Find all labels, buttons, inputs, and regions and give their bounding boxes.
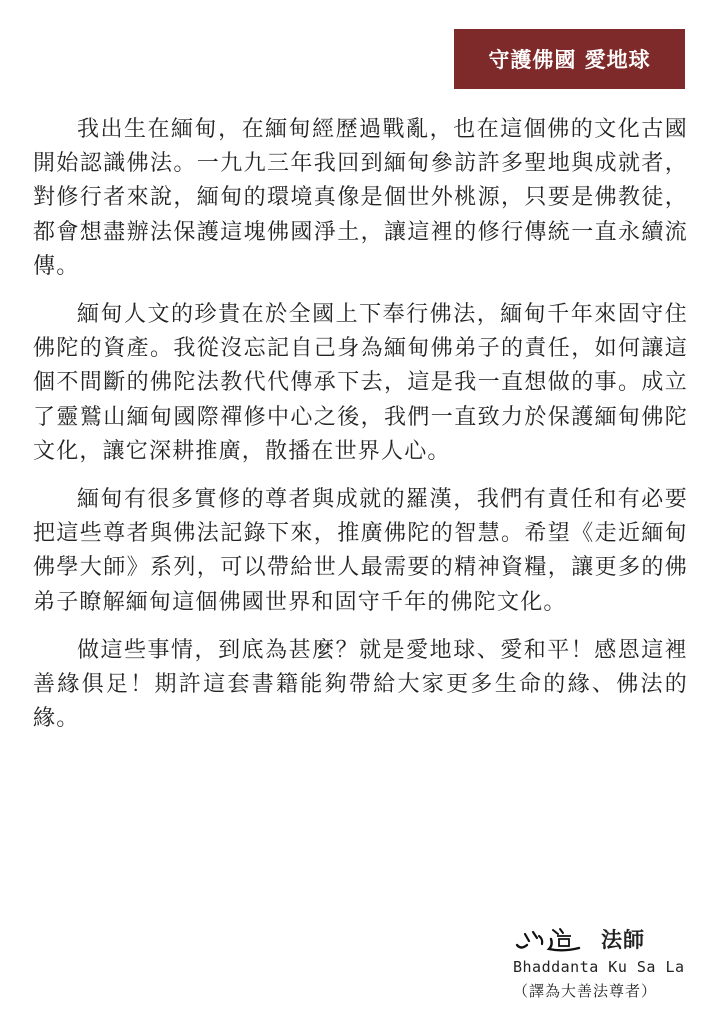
signature-block [513, 925, 703, 1001]
article-body [33, 113, 688, 750]
paragraph-1: 我出生在緬甸，在緬甸經歷過戰亂，也在這個佛的文化古國開始認識佛法。一九九三年我回到緬甸參訪許多聖地與成就者，對修行者來說，緬甸的環境真像是個世外桃源，只要是佛教徒，都會想盡辦法保護這塊佛國淨土，讓這裡的修行傳統一直永續流傳。 [33, 117, 688, 279]
signature-title: 法師 [601, 927, 645, 952]
signature-note: （譯為大善法尊者） [513, 982, 658, 1000]
paragraph-3: 緬甸有很多實修的尊者與成就的羅漢，我們有責任和有必要把這些尊者與佛法記錄下來，推廣佛陀的智慧。希望《走近緬甸佛學大師》系列，可以帶給世人最需要的精神資糧，讓更多的佛弟子瞭解緬甸這個佛國世界和固守千年的佛陀文化。 [33, 487, 688, 615]
page-title: 守護佛國 愛地球 [454, 29, 685, 89]
signature-line [513, 925, 703, 953]
paragraph-4: 做這些事情，到底為甚麼？就是愛地球、愛和平！感恩這裡善緣俱足！期許這套書籍能夠帶給大家更多生命的緣、佛法的緣。 [33, 637, 688, 732]
paragraph-2: 緬甸人文的珍貴在於全國上下奉行佛法，緬甸千年來固守住佛陀的資產。我從沒忘記自己身為緬甸佛弟子的責任，如何讓這個不間斷的佛陀法教代代傳承下去，這是我一直想做的事。成立了靈鷲山緬甸國際禪修中心之後，我們一直致力於保護緬甸佛陀文化，讓它深耕推廣，散播在世界人心。 [33, 302, 688, 464]
handwritten-signature [513, 925, 599, 953]
signature-name: Bhaddanta Ku Sa La [513, 958, 685, 976]
